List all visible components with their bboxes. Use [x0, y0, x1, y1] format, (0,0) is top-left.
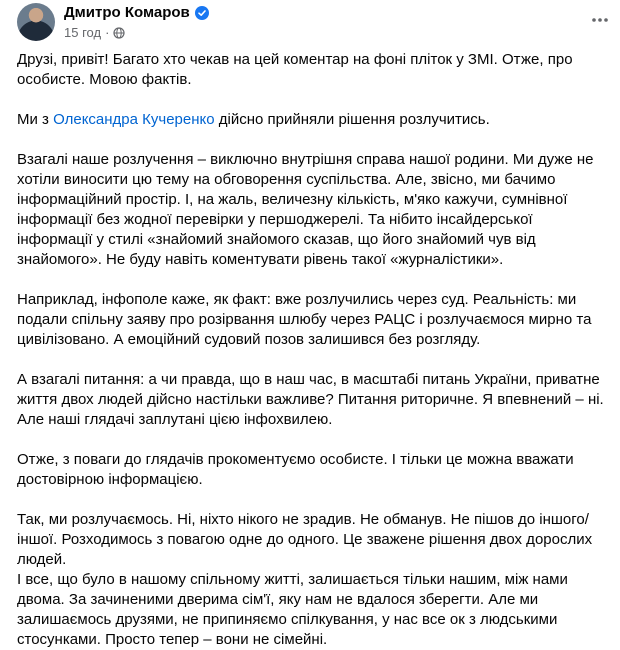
post-paragraph: Так, ми розлучаємось. Ні, ніхто нікого не зрадив. Не обманув. Не пішов до іншого/іншої. Розходимось з повагою одне до одного. Це зважене рішення двох дорослих людей. — [17, 511, 593, 568]
post-meta — [64, 25, 125, 40]
post-paragraph: Наприклад, інфополе каже, як факт: вже розлучились через суд. Реальність: ми подали спільну заяву про розірвання шлюбу через РАЦС і розлучаємося мирно та цивілізовано. А емоційний судовий позов залишився без розгляду. — [17, 291, 592, 348]
post-time[interactable]: 15 год — [64, 25, 102, 40]
post-paragraph: А взагалі питання: а чи правда, що в наш час, в масштабі питань України, приватне життя двох людей дійсно настільки важливе? Питання риторичне. Я впевнений – ні. Але наші глядачі заплутані цією інфохвилею. — [17, 371, 604, 428]
post-paragraph: Отже, з поваги до глядачів прокоментуємо особисте. І тільки це можна вважати достовірною інформацією. — [17, 451, 574, 488]
post-body — [17, 50, 609, 650]
verified-badge-icon — [195, 6, 209, 20]
post-paragraph-with-mention — [17, 110, 609, 130]
post-paragraph: Друзі, привіт! Багато хто чекав на цей коментар на фоні пліток у ЗМІ. Отже, про особисте. Мовою фактів. — [17, 51, 573, 88]
mention-prefix: Ми з — [17, 111, 54, 128]
mention-link[interactable]: Олександра Кучеренко — [53, 111, 215, 128]
mention-suffix: дійсно прийняли рішення розлучитись. — [214, 111, 490, 128]
post-header — [0, 0, 620, 50]
post-paragraph: І все, що було в нашому спільному житті, залишається тільки нашим, між нами двома. За зачиненими дверима сім'ї, яку нам не вдалося зберегти. Але ми залишаємось друзями, не припиняємо спілкування, у нас все ок з людськими стосунками. Просто тепер – вони не сімейні. — [17, 571, 568, 648]
more-horizontal-icon — [591, 17, 609, 23]
globe-icon — [113, 27, 125, 39]
author-name[interactable]: Дмитро Комаров — [64, 4, 190, 21]
post-paragraph: Взагалі наше розлучення – виключно внутрішня справа нашої родини. Ми дуже не хотіли виносити цю тему на обговорення суспільства. Але, звісно, ми бачимо інформаційний простір. І, на жаль, величезну кількість, м'яко кажучи, сумнівної інформації без жодної перевірки у першоджерелі. Та нібито інсайдерської інформації у стилі «знайомий знайомого сказав, що його знайомий чув від знайомого». Не буду навіть коментувати рівень такої «журналістики». — [17, 151, 594, 268]
meta-separator: · — [105, 25, 110, 40]
more-options-button[interactable] — [586, 6, 614, 34]
author-avatar[interactable] — [17, 3, 55, 41]
author-name-row — [64, 4, 209, 22]
